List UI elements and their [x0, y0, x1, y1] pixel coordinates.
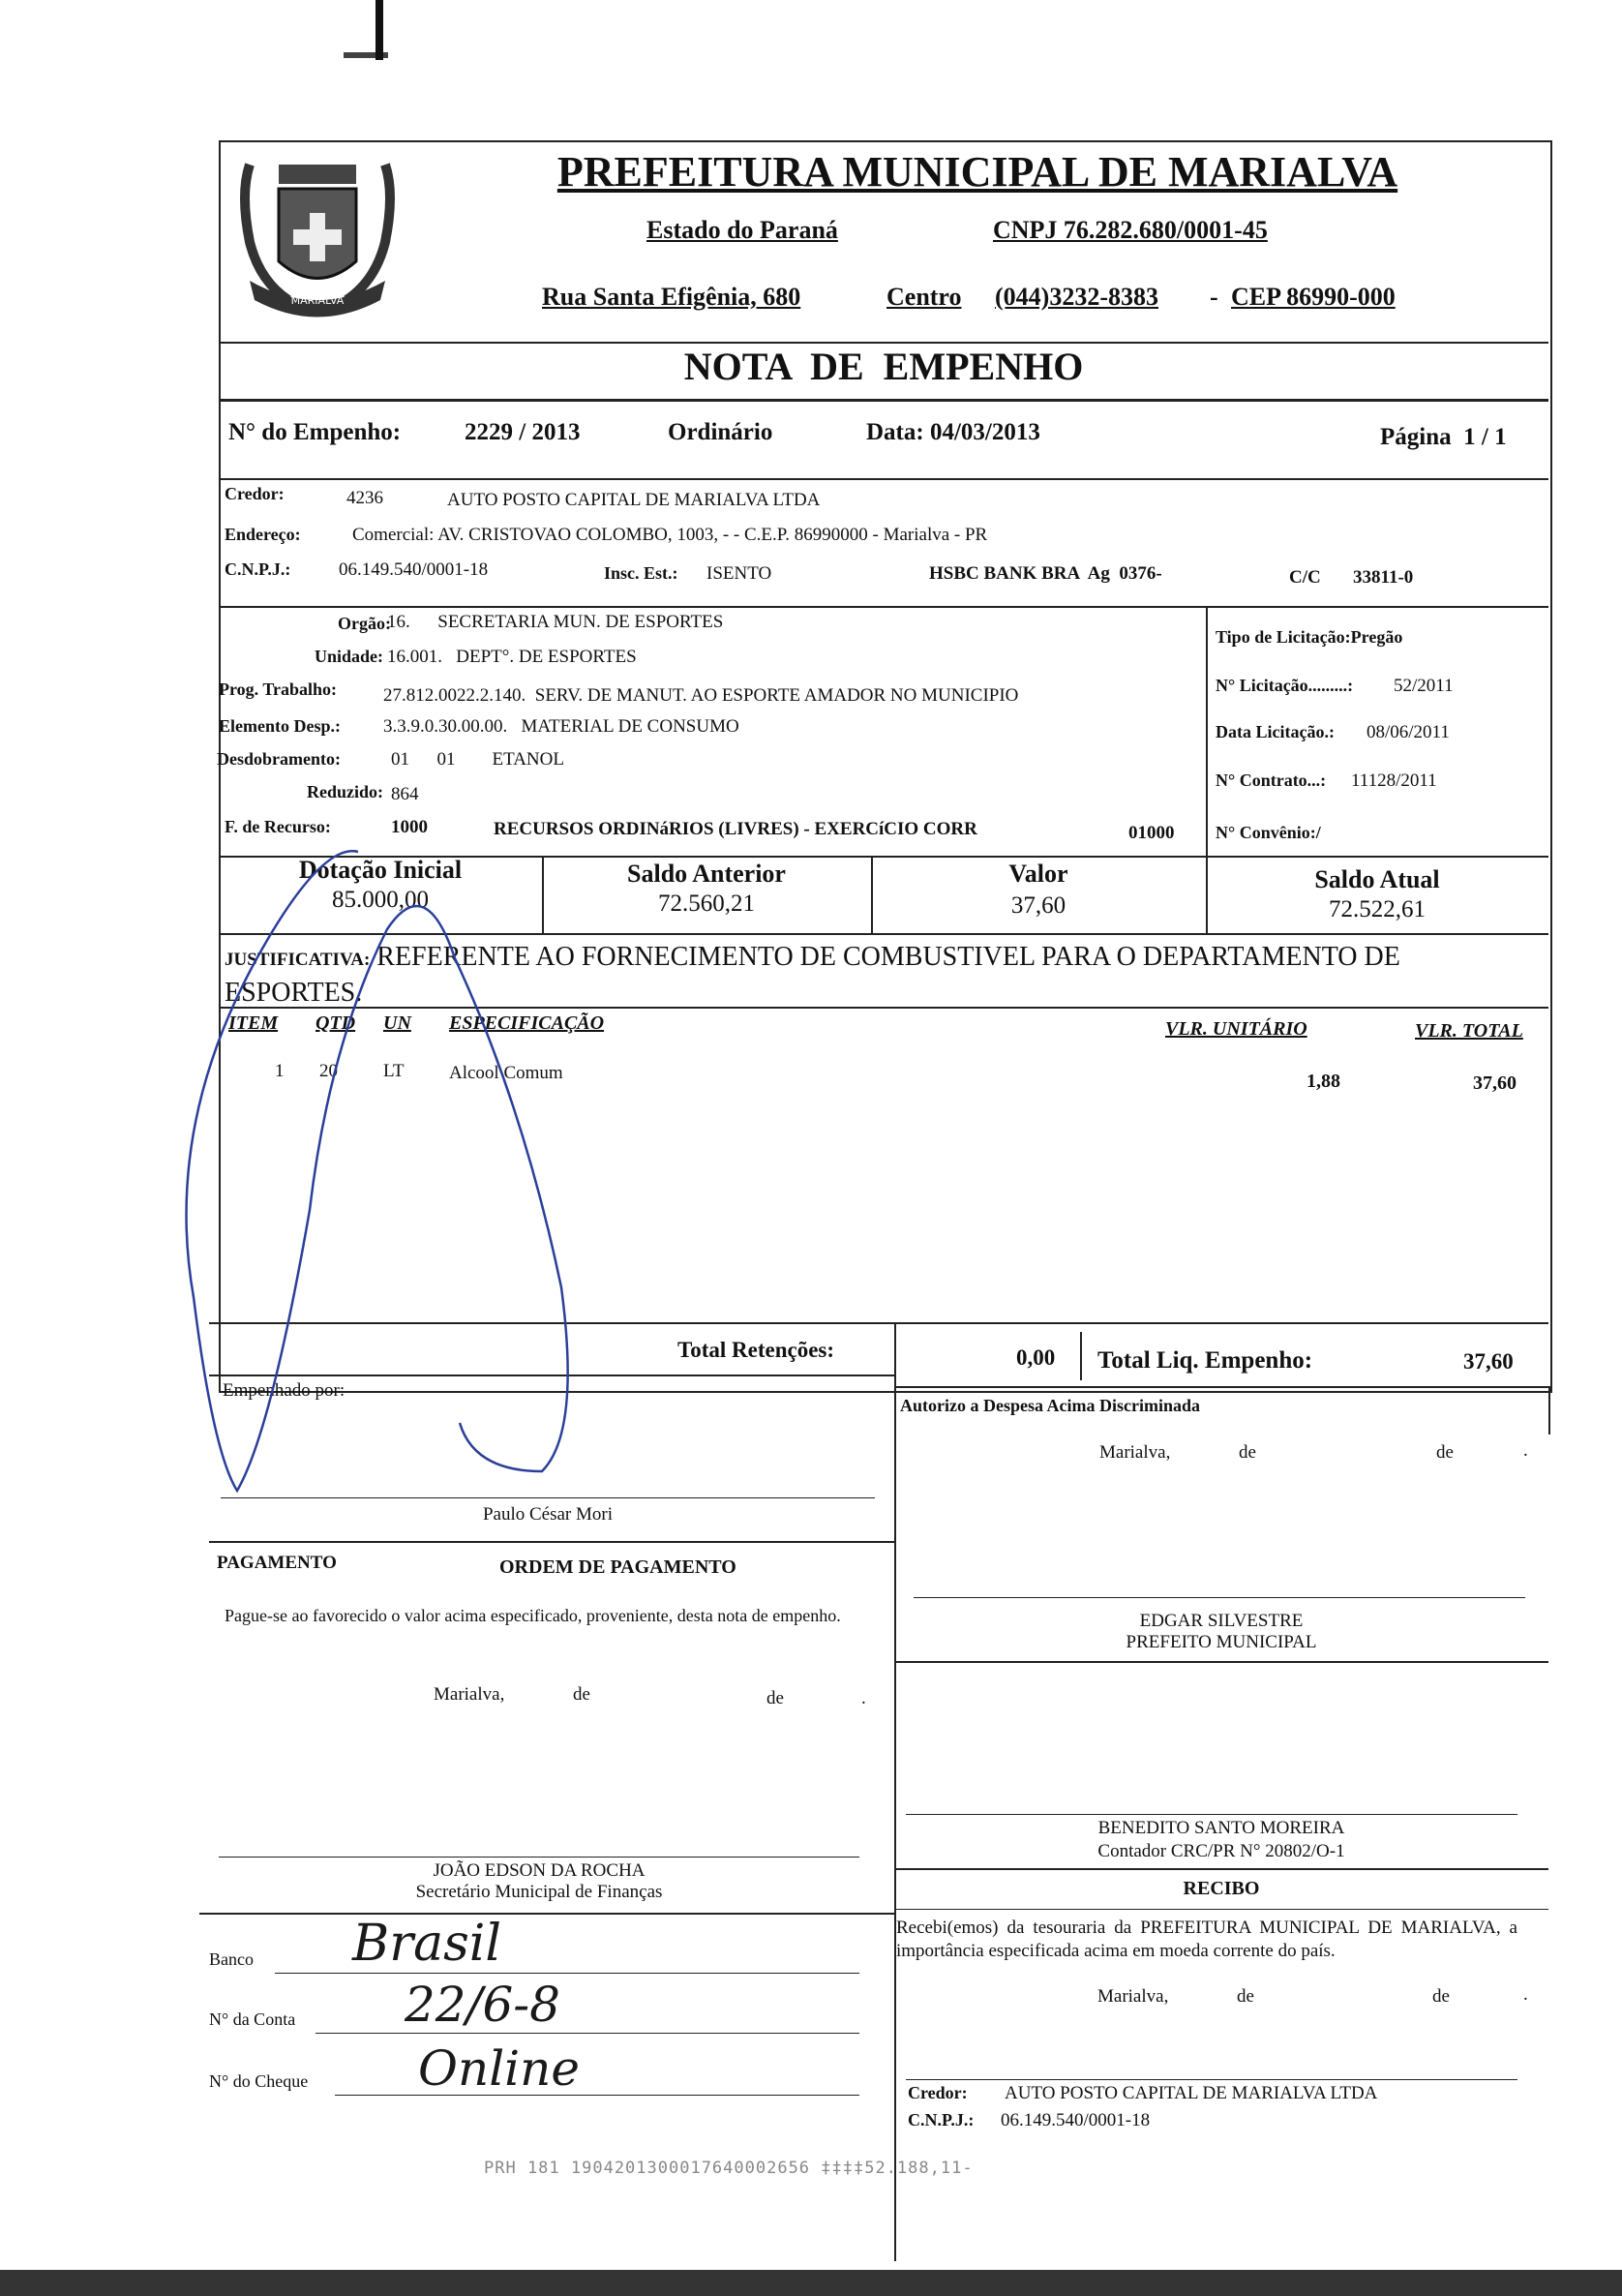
- municipality-title: PREFEITURA MUNICIPAL DE MARIALVA: [556, 148, 1398, 196]
- pagamento-dot: .: [861, 1688, 866, 1708]
- address: Rua Santa Efigênia, 680: [542, 283, 801, 311]
- col-vlr-unitario: VLR. UNITÁRIO: [1165, 1018, 1307, 1040]
- prefeito-name: EDGAR SILVESTRE: [1139, 1611, 1304, 1631]
- fonte-label: F. de Recurso:: [225, 817, 331, 836]
- recibo-place: Marialva,: [1097, 1986, 1169, 2007]
- saldo-anterior-label: Saldo Anterior: [627, 860, 786, 888]
- licitacao-date: 08/06/2011: [1367, 722, 1450, 742]
- reduzido-label: Reduzido:: [306, 782, 383, 801]
- convenio: N° Convênio:/: [1216, 823, 1321, 842]
- pagamento-label: PAGAMENTO: [217, 1553, 337, 1573]
- recibo-cnpj-label: C.N.P.J.:: [908, 2110, 975, 2130]
- valor-label: Valor: [1008, 860, 1068, 888]
- desdobramento: 01 01 ETANOL: [391, 749, 564, 770]
- cep: CEP 86990-000: [1231, 283, 1396, 311]
- cheque-label: N° do Cheque: [209, 2071, 309, 2091]
- autorizo-place: Marialva,: [1099, 1442, 1171, 1463]
- total-liq-label: Total Liq. Empenho:: [1097, 1347, 1313, 1374]
- fonte-num: 01000: [1128, 823, 1175, 843]
- credor-label: Credor:: [225, 484, 285, 503]
- saldo-anterior-value: 72.560,21: [658, 891, 755, 917]
- total-liq: 37,60: [1463, 1349, 1514, 1374]
- justificativa-label: JUSTIFICATIVA:: [225, 950, 371, 970]
- orgao: 16. SECRETARIA MUN. DE ESPORTES: [387, 612, 724, 632]
- conta-label: N° da Conta: [209, 2009, 296, 2029]
- credor-cnpj: 06.149.540/0001-18: [339, 559, 489, 580]
- col-qtd: QTD: [315, 1012, 356, 1034]
- cheque-handwriting: Online: [418, 2040, 580, 2097]
- credor-code: 4236: [346, 488, 383, 508]
- empenhado-name: Paulo César Mori: [482, 1504, 614, 1525]
- row-especificacao: Alcool Comum: [449, 1063, 563, 1083]
- unidade: 16.001. DEPT°. DE ESPORTES: [387, 647, 637, 667]
- licitacao-number: 52/2011: [1394, 676, 1454, 696]
- recibo-cnpj: 06.149.540/0001-18: [1001, 2110, 1151, 2130]
- prog: 27.812.0022.2.140. SERV. DE MANUT. AO ESPORTE AMADOR NO MUNICIPIO: [383, 685, 1019, 706]
- recibo-de2: de: [1432, 1986, 1450, 2007]
- reduzido: 864: [391, 784, 419, 804]
- tipo-licitacao: Tipo de Licitação:Pregão: [1216, 627, 1403, 647]
- autorizo-de1: de: [1239, 1442, 1256, 1463]
- cc-label: C/C: [1289, 567, 1321, 588]
- dotacao-label: Dotação Inicial: [298, 856, 463, 884]
- banco-handwriting: Brasil: [352, 1915, 502, 1973]
- fonte-code: 1000: [391, 817, 428, 837]
- insc-label: Insc. Est.:: [604, 563, 678, 583]
- row-vlr-total: 37,60: [1473, 1072, 1517, 1094]
- contador-name: BENEDITO SANTO MOREIRA: [1097, 1818, 1345, 1838]
- endereco-label: Endereço:: [225, 525, 301, 544]
- cnpj-label: C.N.P.J.:: [225, 559, 291, 579]
- ordem-pagamento-label: ORDEM DE PAGAMENTO: [499, 1556, 736, 1578]
- total-retencoes: 0,00: [1016, 1345, 1056, 1370]
- recibo-label: RECIBO: [1183, 1878, 1260, 1899]
- row-qtd: 20: [319, 1061, 338, 1081]
- page-number: Página 1 / 1: [1380, 424, 1507, 450]
- saldo-atual-label: Saldo Atual: [1314, 865, 1440, 893]
- valor-value: 37,60: [1010, 892, 1066, 919]
- svg-text:MARIALVA: MARIALVA: [290, 294, 345, 307]
- recibo-de1: de: [1237, 1986, 1254, 2007]
- autorizo-de2: de: [1436, 1442, 1454, 1463]
- row-un: LT: [383, 1061, 405, 1081]
- dotacao-value: 85.000,00: [332, 887, 429, 913]
- autorizo-label: Autorizo a Despesa Acima Discriminada: [900, 1396, 1200, 1415]
- pagamento-de2: de: [766, 1688, 784, 1708]
- empenho-number: 2229 / 2013: [465, 419, 581, 445]
- recibo-dot: .: [1523, 1984, 1528, 2005]
- saldo-atual-value: 72.522,61: [1329, 896, 1426, 922]
- empenhado-label: Empenhado por:: [223, 1380, 345, 1401]
- insc-value: ISENTO: [706, 563, 772, 584]
- col-item: ITEM: [228, 1012, 279, 1034]
- pagamento-text: Pague-se ao favorecido o valor acima especificado, proveniente, desta nota de empenho.: [225, 1606, 841, 1625]
- phone: (044)3232-8383: [995, 283, 1158, 311]
- licitacao-number-label: N° Licitação.........:: [1216, 676, 1354, 695]
- elemento: 3.3.9.0.30.00.00. MATERIAL DE CONSUMO: [383, 716, 739, 737]
- col-un: UN: [383, 1012, 411, 1034]
- bank: HSBC BANK BRA Ag 0376-: [929, 563, 1162, 584]
- desdobramento-label: Desdobramento:: [217, 749, 341, 769]
- fonte-desc: RECURSOS ORDINáRIOS (LIVRES) - EXERCíCIO CORR: [494, 819, 977, 839]
- col-vlr-total: VLR. TOTAL: [1415, 1020, 1523, 1042]
- empenho-number-label: N° do Empenho:: [228, 419, 402, 445]
- banco-label: Banco: [209, 1949, 254, 1969]
- empenho-date: Data: 04/03/2013: [866, 419, 1040, 445]
- contrato: 11128/2011: [1351, 770, 1437, 791]
- conta-handwriting: 22/6-8: [405, 1977, 560, 2033]
- elemento-label: Elemento Desp.:: [219, 716, 341, 736]
- justificativa-text: REFERENTE AO FORNECIMENTO DE COMBUSTIVEL PARA O DEPARTAMENTO DE ESPORTES.: [225, 942, 1400, 1008]
- document-title: NOTA DE EMPENHO: [683, 345, 1084, 388]
- pagamento-place: Marialva,: [434, 1684, 505, 1705]
- prefeito-title: PREFEITO MUNICIPAL: [1126, 1632, 1317, 1652]
- state-name: Estado do Paraná: [646, 216, 838, 244]
- recibo-text: Recebi(emos) da tesouraria da PREFEITURA MUNICIPAL DE MARIALVA, a importância especificada acima em moeda corrente do país.: [896, 1918, 1517, 1961]
- orgao-label: Orgão:: [338, 614, 391, 633]
- recibo-credor-label: Credor:: [908, 2083, 968, 2102]
- cc-value: 33811-0: [1353, 567, 1414, 588]
- credor-name: AUTO POSTO CAPITAL DE MARIALVA LTDA: [447, 490, 821, 510]
- recibo-credor: AUTO POSTO CAPITAL DE MARIALVA LTDA: [1005, 2083, 1378, 2103]
- district: Centro: [886, 283, 962, 311]
- total-retencoes-label: Total Retenções:: [677, 1338, 835, 1362]
- secretario-name: JOÃO EDSON DA ROCHA: [433, 1860, 646, 1881]
- licitacao-date-label: Data Licitação.:: [1216, 722, 1335, 741]
- contrato-label: N° Contrato...:: [1216, 770, 1327, 790]
- municipality-cnpj: CNPJ 76.282.680/0001-45: [993, 216, 1268, 244]
- unidade-label: Unidade:: [314, 647, 383, 666]
- empenho-type: Ordinário: [668, 419, 773, 445]
- row-vlr-unitario: 1,88: [1307, 1071, 1340, 1092]
- autorizo-dot: .: [1523, 1440, 1528, 1461]
- secretario-title: Secretário Municipal de Finanças: [415, 1882, 663, 1902]
- col-especificacao: ESPECIFICAÇÃO: [449, 1012, 605, 1034]
- endereco: Comercial: AV. CRISTOVAO COLOMBO, 1003, - - C.E.P. 86990000 - Marialva - PR: [352, 525, 988, 545]
- row-item: 1: [275, 1061, 285, 1081]
- separator: -: [1210, 283, 1218, 311]
- prog-label: Prog. Trabalho:: [219, 680, 338, 699]
- pagamento-de1: de: [573, 1684, 590, 1705]
- contador-title: Contador CRC/PR N° 20802/O-1: [1097, 1841, 1345, 1861]
- authentication-stamp: PRH 181 1904201300017640002656 ‡‡‡‡52.188,11-: [484, 2159, 974, 2178]
